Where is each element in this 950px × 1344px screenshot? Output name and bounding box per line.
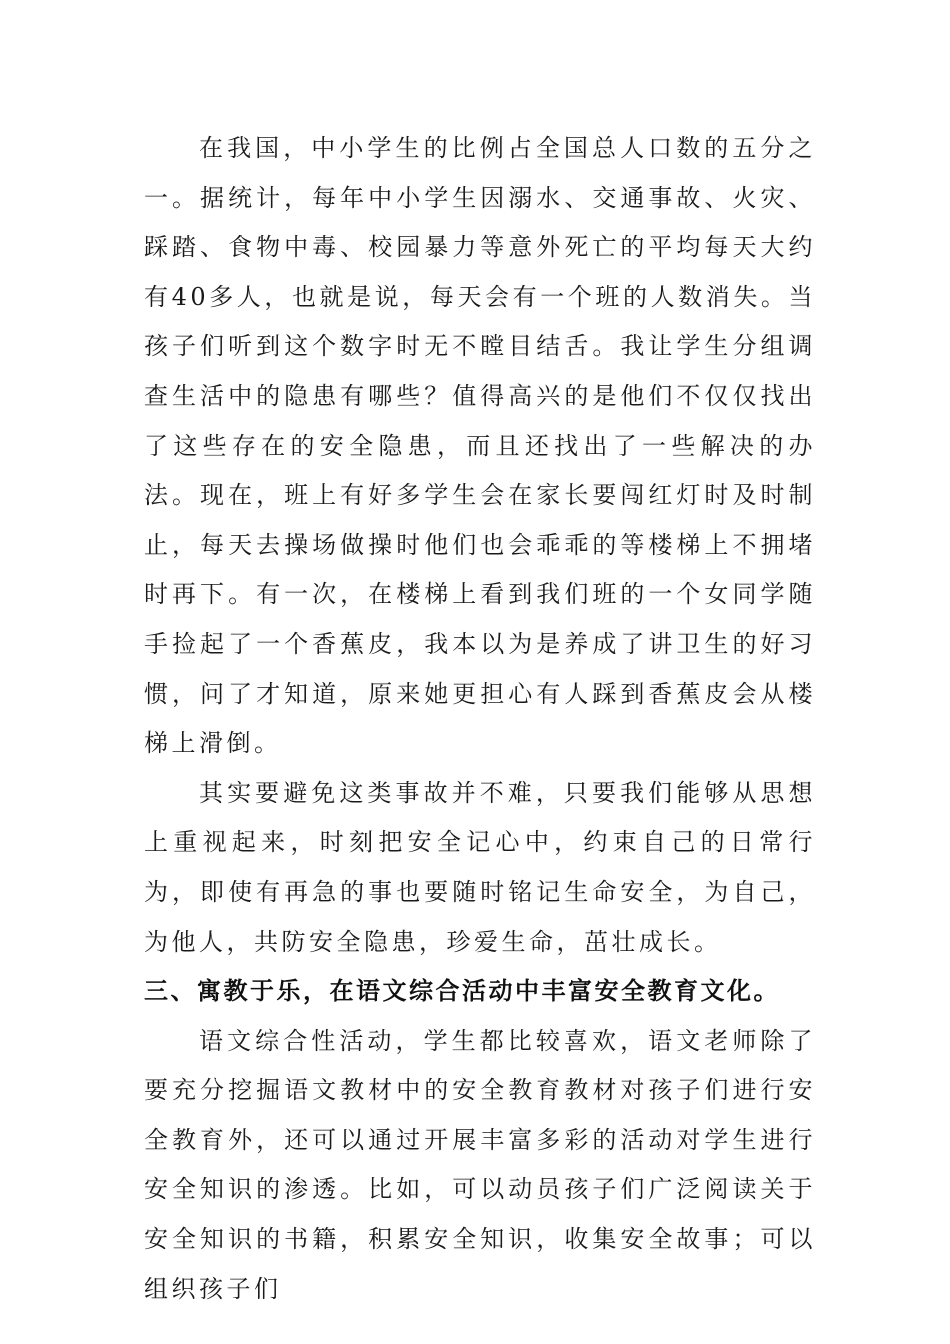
paragraph-safety-statistics: 在我国，中小学生的比例占全国总人口数的五分之一。据统计，每年中小学生因溺水、交通事故、火灾、踩踏、食物中毒、校园暴力等意外死亡的平均每天大约有40多人，也就是说，每天会有一个班的人数消失。当孩子们听到这个数字时无不瞠目结舌。我让学生分组调查生活中的隐患有哪些？值得高兴的是他们不仅仅找出了这些存在的安全隐患，而且还找出了一些解决的办法。现在，班上有好多学生会在家长要闯红灯时及时制止，每天去操场做操时他们也会乖乖的等楼梯上不拥堵时再下。有一次，在楼梯上看到我们班的一个女同学随手捡起了一个香蕉皮，我本以为是养成了讲卫生的好习惯，问了才知道，原来她更担心有人踩到香蕉皮会从楼梯上滑倒。	[144, 134, 816, 758]
section-heading: 三、寓教于乐，在语文综合活动中丰富安全教育文化。	[144, 977, 780, 1006]
paragraph-avoid-accidents: 其实要避免这类事故并不难，只要我们能够从思想上重视起来，时刻把安全记心中，约束自己的日常行为，即使有再急的事也要随时铭记生命安全，为自己，为他人，共防安全隐患，珍爱生命，茁壮成长。	[144, 778, 816, 956]
document-body	[144, 124, 816, 1314]
paragraph-chinese-activities: 语文综合性活动，学生都比较喜欢，语文老师除了要充分挖掘语文教材中的安全教育教材对孩子们进行安全教育外，还可以通过开展丰富多彩的活动对学生进行安全知识的渗透。比如，可以动员孩子们广泛阅读关于安全知识的书籍，积累安全知识，收集安全故事；可以组织孩子们	[144, 1026, 816, 1303]
